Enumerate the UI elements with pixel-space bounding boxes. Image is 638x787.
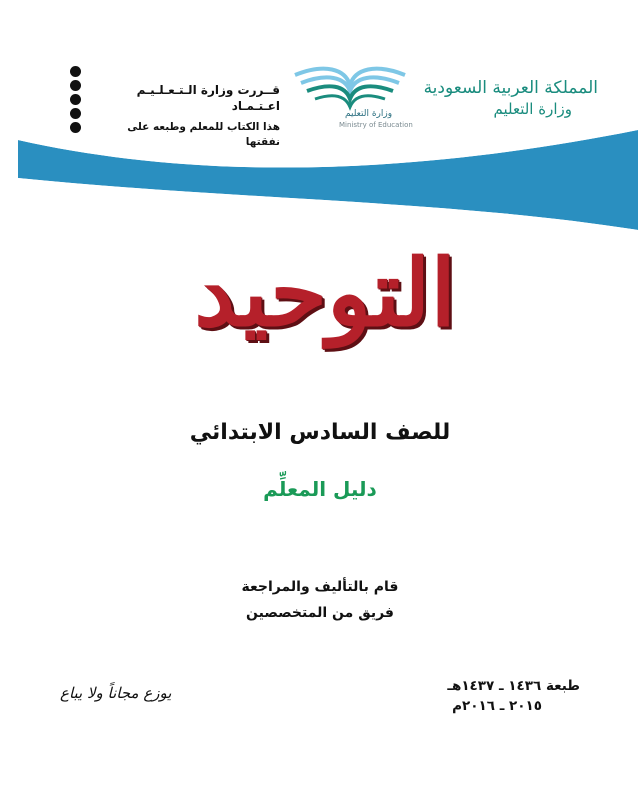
logo-arabic-text: وزارة التعليم bbox=[345, 109, 393, 119]
book-wings-icon bbox=[285, 63, 415, 111]
logo-english-text: Ministry of Education bbox=[339, 121, 413, 129]
edition-hijri: طبعة ١٤٣٦ ـ ١٤٣٧هـ bbox=[447, 678, 580, 694]
kingdom-name: المملكة العربية السعودية bbox=[423, 78, 598, 98]
approval-statement bbox=[90, 82, 280, 150]
teacher-guide-label: دليل المعلِّم bbox=[263, 477, 377, 501]
approval-line-2: هذا الكتاب للمعلم وطبعه على نفقتها bbox=[127, 121, 280, 148]
credits-line-2: فريق من المتخصصين bbox=[246, 605, 394, 621]
ministry-logo bbox=[285, 63, 415, 135]
ministry-name: وزارة التعليم bbox=[493, 100, 572, 118]
top-margin bbox=[0, 0, 638, 60]
free-distribution-note: يوزع مجاناً ولا يباع bbox=[60, 684, 172, 702]
book-title: التوحيد bbox=[194, 239, 456, 347]
decorative-dots bbox=[70, 66, 82, 136]
edition-block bbox=[420, 676, 580, 716]
grade-subtitle: للصف السادس الابتدائي bbox=[189, 420, 451, 445]
edition-gregorian: ٢٠١٥ ـ ٢٠١٦م bbox=[452, 698, 542, 714]
kingdom-block bbox=[424, 78, 598, 118]
approval-line-1: قــررت وزارة الـتـعـلـيـم اعـتـمـاد bbox=[136, 83, 280, 113]
credits-line-1: قام بالتأليف والمراجعة bbox=[241, 579, 399, 595]
credits-block bbox=[210, 574, 430, 626]
